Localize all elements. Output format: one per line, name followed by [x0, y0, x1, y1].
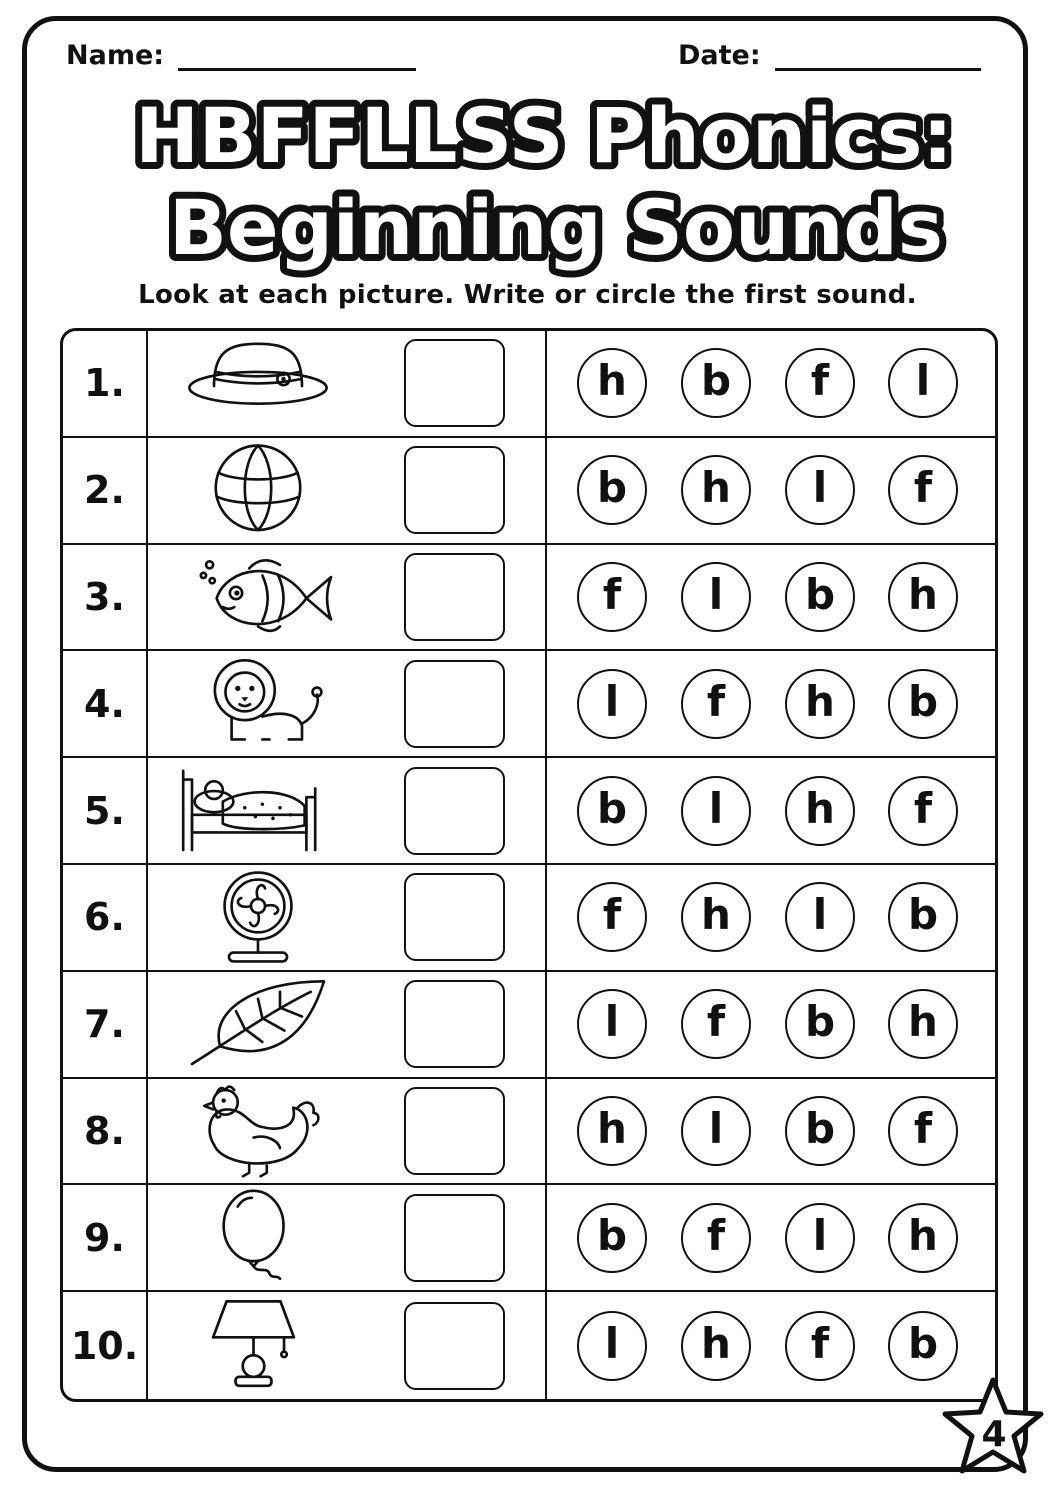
letter-choice[interactable]: l — [577, 669, 647, 739]
row-number: 4. — [63, 651, 148, 756]
answer-box[interactable] — [404, 660, 505, 748]
hat-icon — [163, 335, 353, 432]
answer-box[interactable] — [404, 767, 505, 855]
table-row — [63, 1079, 995, 1186]
row-number: 9. — [63, 1185, 148, 1290]
answer-box[interactable] — [404, 873, 505, 961]
instructions: Look at each picture. Write or circle the first sound. — [138, 280, 917, 310]
answer-box[interactable] — [404, 446, 505, 534]
letter-choice[interactable]: f — [888, 776, 958, 846]
table-row — [63, 438, 995, 545]
letter-choice[interactable]: f — [681, 1203, 751, 1273]
row-number: 8. — [63, 1079, 148, 1184]
letter-choice[interactable]: f — [785, 1311, 855, 1381]
title-line-2: Beginning Sounds — [169, 183, 943, 272]
letter-choice[interactable]: l — [681, 1096, 751, 1166]
letter-choice[interactable]: l — [888, 348, 958, 418]
letter-choice[interactable]: f — [681, 989, 751, 1059]
letter-choice[interactable]: f — [785, 348, 855, 418]
letter-choice[interactable]: b — [888, 882, 958, 952]
lion-icon — [163, 655, 353, 752]
fish-icon — [163, 549, 353, 646]
balloon-icon — [163, 1189, 353, 1286]
fan-icon — [163, 869, 353, 966]
letter-choice[interactable]: l — [681, 776, 751, 846]
answer-box[interactable] — [404, 1302, 505, 1390]
row-number: 10. — [63, 1292, 148, 1399]
hen-icon — [163, 1083, 353, 1180]
row-number: 1. — [63, 331, 148, 436]
table-row — [63, 972, 995, 1079]
letter-choice[interactable]: l — [577, 989, 647, 1059]
bed-icon — [163, 762, 353, 859]
table-row — [63, 651, 995, 758]
row-number: 3. — [63, 545, 148, 650]
worksheet-title — [0, 88, 1055, 288]
lamp-icon — [163, 1296, 353, 1395]
answer-box[interactable] — [404, 1087, 505, 1175]
answer-box[interactable] — [404, 339, 505, 427]
letter-choices — [545, 1185, 995, 1290]
table-row — [63, 1292, 995, 1399]
name-field — [66, 40, 416, 71]
answer-box[interactable] — [404, 553, 505, 641]
letter-choice[interactable]: l — [785, 1203, 855, 1273]
letter-choice[interactable]: h — [888, 1203, 958, 1273]
table-row — [63, 545, 995, 652]
table-row — [63, 331, 995, 438]
date-line[interactable] — [775, 42, 981, 71]
letter-choices — [545, 1079, 995, 1184]
table-row — [63, 865, 995, 972]
letter-choice[interactable]: b — [785, 989, 855, 1059]
letter-choice[interactable]: l — [785, 882, 855, 952]
letter-choices — [545, 1292, 995, 1399]
answer-box[interactable] — [404, 980, 505, 1068]
letter-choices — [545, 972, 995, 1077]
letter-choices — [545, 865, 995, 970]
letter-choice[interactable]: h — [577, 348, 647, 418]
letter-choice[interactable]: h — [785, 669, 855, 739]
letter-choices — [545, 758, 995, 863]
title-line-1: HBFFLLSS Phonics: — [135, 91, 953, 180]
page-number: 4 — [981, 1414, 1007, 1455]
letter-choice[interactable]: f — [888, 455, 958, 525]
letter-choice[interactable]: l — [681, 562, 751, 632]
letter-choice[interactable]: f — [681, 669, 751, 739]
letter-choice[interactable]: h — [785, 776, 855, 846]
letter-choice[interactable]: f — [888, 1096, 958, 1166]
letter-choice[interactable]: f — [577, 562, 647, 632]
letter-choice[interactable]: l — [577, 1311, 647, 1381]
letter-choice[interactable]: b — [785, 1096, 855, 1166]
letter-choice[interactable]: h — [681, 455, 751, 525]
letter-choice[interactable]: b — [888, 669, 958, 739]
row-number: 2. — [63, 438, 148, 543]
letter-choice[interactable]: l — [785, 455, 855, 525]
date-label: Date: — [678, 40, 761, 71]
letter-choice[interactable]: h — [681, 882, 751, 952]
letter-choices — [545, 331, 995, 436]
letter-choice[interactable]: b — [681, 348, 751, 418]
letter-choice[interactable]: f — [577, 882, 647, 952]
table-row — [63, 758, 995, 865]
ball-icon — [163, 442, 353, 539]
letter-choice[interactable]: h — [888, 562, 958, 632]
name-label: Name: — [66, 40, 165, 71]
answer-box[interactable] — [404, 1194, 505, 1282]
row-number: 7. — [63, 972, 148, 1077]
leaf-icon — [163, 976, 353, 1073]
letter-choice[interactable]: b — [888, 1311, 958, 1381]
letter-choices — [545, 545, 995, 650]
page-number-badge — [938, 1374, 1048, 1480]
letter-choice[interactable]: b — [577, 1203, 647, 1273]
letter-choices — [545, 651, 995, 756]
letter-choice[interactable]: b — [785, 562, 855, 632]
answer-grid — [60, 328, 998, 1402]
row-number: 6. — [63, 865, 148, 970]
letter-choice[interactable]: b — [577, 776, 647, 846]
letter-choice[interactable]: h — [577, 1096, 647, 1166]
row-number: 5. — [63, 758, 148, 863]
name-line[interactable] — [178, 42, 416, 71]
letter-choice[interactable]: h — [681, 1311, 751, 1381]
table-row — [63, 1185, 995, 1292]
letter-choice[interactable]: b — [577, 455, 647, 525]
date-field — [678, 40, 981, 71]
letter-choice[interactable]: h — [888, 989, 958, 1059]
letter-choices — [545, 438, 995, 543]
